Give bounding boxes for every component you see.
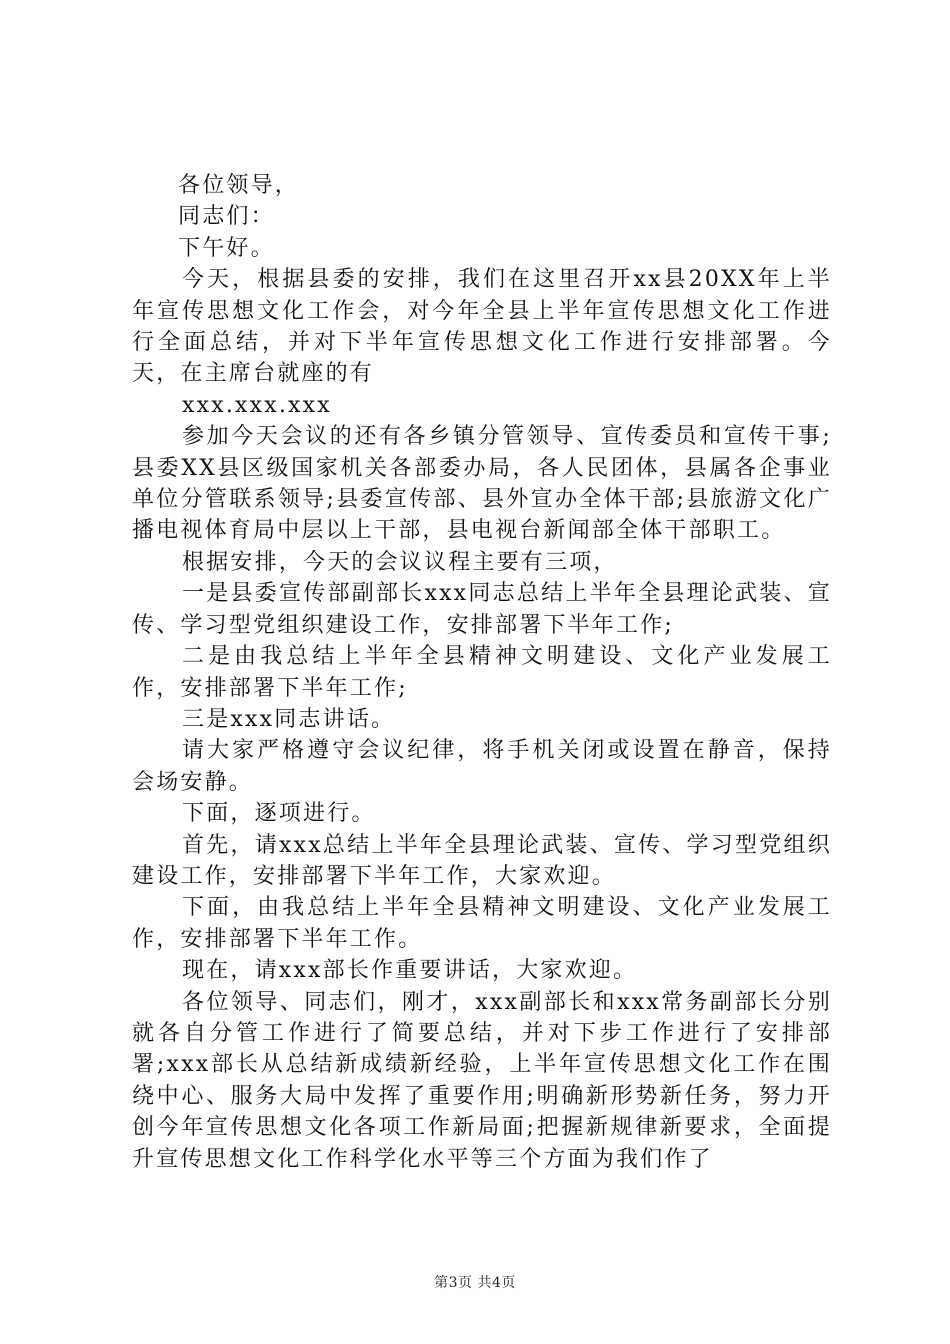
greeting: 下午好。 [178,235,275,261]
salutation-leaders: 各位领导， [178,173,300,198]
paragraph-podium-names: xxx.xxx.xxx [182,392,332,418]
paragraph-agenda-item-3: 三是xxx同志讲话。 [182,706,396,732]
paragraph-discipline: 请大家严格遵守会议纪律，将手机关闭或设置在静音，保持会场安静。 [132,738,832,795]
paragraph-agenda-item-2: 二是由我总结上半年全县精神文明建设、文化产业发展工作，安排部署下半年工作; [132,644,832,701]
salutation-comrades: 同志们： [178,204,275,230]
paragraph-now: 现在，请xxx部长作重要讲话，大家欢迎。 [182,958,638,984]
paragraph-opening: 今天，根据县委的安排，我们在这里召开xx县20XX年上半年宣传思想文化工作会，对今年全县上半年宣传思想文化工作进行全面总结，并对下半年宣传思想文化工作进行安排部署。今天，在主席台就座的有 [132,267,832,387]
paragraph-next: 下面，由我总结上半年全县精神文明建设、文化产业发展工作，安排部署下半年工作。 [132,895,832,952]
paragraph-proceed: 下面，逐项进行。 [182,801,376,827]
paragraph-first: 首先，请xxx总结上半年全县理论武装、宣传、学习型党组织建设工作，安排部署下半年工作，大家欢迎。 [132,832,832,889]
paragraph-summary: 各位领导、同志们，刚才，xxx副部长和xxx常务副部长分别就各自分管工作进行了简要总结，并对下步工作进行了安排部署;xxx部长从总结新成绩新经验，上半年宣传思想文化工作在围绕中心、服务大局中发挥了重要作用;明确新形势新任务，努力开创今年宣传思想文化各项工作新局面;把握新规律新要求，全面提升宣传思想文化工作科学化水平等三个方面为我们作了 [132,989,832,1172]
document-body [132,170,832,1175]
paragraph-agenda-item-1: 一是县委宣传部副部长xxx同志总结上半年全县理论武装、宣传、学习型党组织建设工作，安排部署下半年工作; [132,581,832,638]
page-number-footer: 第3页 共4页 [434,1275,516,1291]
paragraph-attendees: 参加今天会议的还有各乡镇分管领导、宣传委员和宣传干事;县委XX县区级国家机关各部委办局，各人民团体，县属各企事业单位分管联系领导;县委宣传部、县外宣办全体干部;县旅游文化广播电视体育局中层以上干部，县电视台新闻部全体干部职工。 [132,424,832,544]
paragraph-agenda-intro: 根据安排，今天的会议议程主要有三项， [182,549,618,575]
